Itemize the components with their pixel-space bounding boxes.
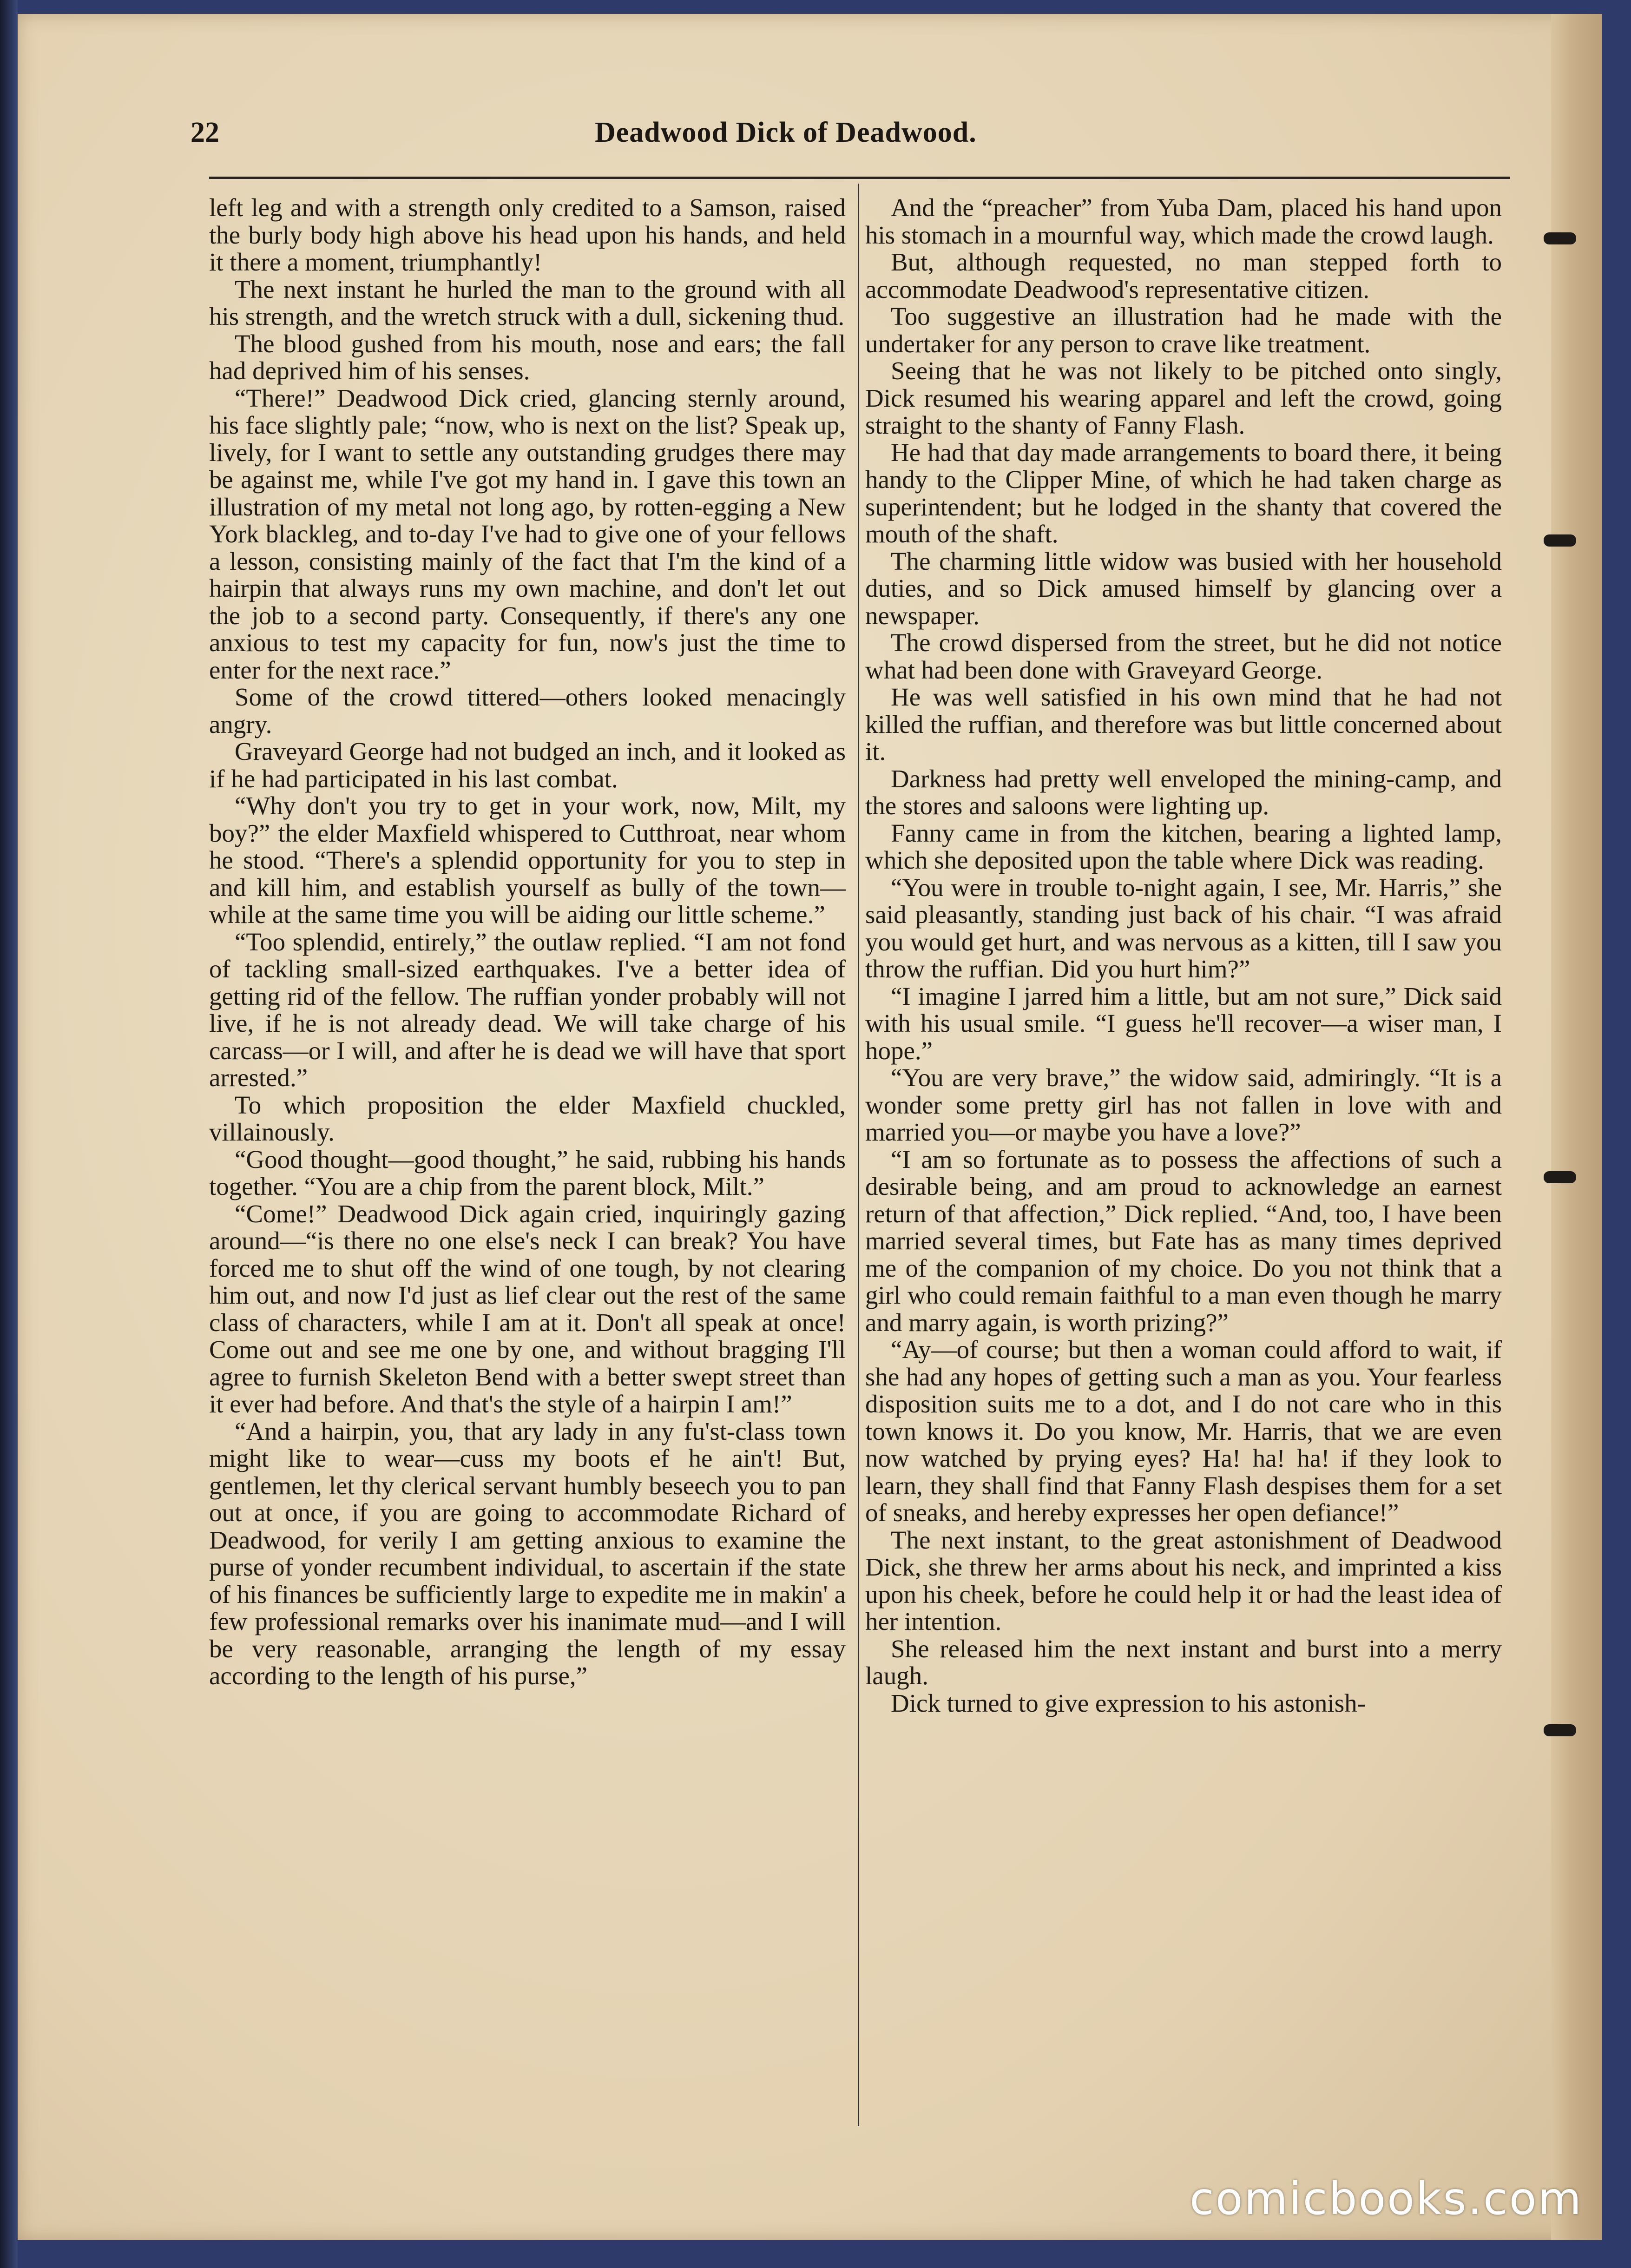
paragraph: “Too splendid, entirely,” the outlaw replied. “I am not fond of tackling small-sized earthquakes. I've a better idea of getting rid of the fellow. The ruffian yonder probably will not live, if he is not already dead. We will take charge of his carcass—or I will, and after he is dead we will have that sport arrested.” [209, 927, 846, 1092]
column-divider [858, 184, 859, 2126]
text-column-right [865, 194, 1502, 2128]
paragraph: “There!” Deadwood Dick cried, glancing sternly around, his face slightly pale; “now, who is next on the list? Speak up, lively, for I want to settle any outstanding grudges there may be against me, while I've got my hand in. I gave this town an illustration of my metal not long ago, by rotten-egging a New York blackleg, and to-day I've had to give one of your fellows a lesson, consisting mainly of the fact that I'm the kind of a hairpin that always runs my own machine, and don't let out the job to a second party. Consequently, if there's any one anxious to test my capacity for fun, now's just the time to enter for the next race.” [209, 383, 846, 684]
scan-edge [0, 0, 18, 2268]
paragraph: He was well satisfied in his own mind that he had not killed the ruffian, and therefore was but little concerned about it. [865, 683, 1502, 765]
paragraph: “Good thought—good thought,” he said, rubbing his hands together. “You are a chip from the parent block, Milt.” [209, 1145, 846, 1200]
binding-stitch [1544, 1724, 1576, 1736]
paragraph: left leg and with a strength only credited to a Samson, raised the burly body high above his head upon his hands, and held it there a moment, triumphantly! [209, 194, 846, 276]
paragraph: “Come!” Deadwood Dick again cried, inquiringly gazing around—“is there no one else's neck I can break? You have forced me to shut off the wind of one tough, by not clearing him out, and now I'd just as lief clear out the rest of the same class of characters, while I am at it. Don't all speak at once! Come out and see me one by one, and without bragging I'll agree to furnish Skeleton Bend with a better swept street than it ever had before. And that's the style of a hairpin I am!” [209, 1199, 846, 1418]
header-rule [209, 177, 1510, 179]
paragraph: “I am so fortunate as to possess the affections of such a desirable being, and am proud to acknowledge an earnest return of that affection,” Dick replied. “And, too, I have been married several times, but Fate has as many times deprived me of the companion of my choice. Do you not think that a girl who could remain faithful to a man even though he marry and marry again, is worth prizing?” [865, 1145, 1502, 1337]
binding-stitch [1544, 1171, 1576, 1183]
paragraph: Seeing that he was not likely to be pitched onto singly, Dick resumed his wearing apparel and left the crowd, going straight to the shanty of Fanny Flash. [865, 356, 1502, 439]
paragraph: “I imagine I jarred him a little, but am not sure,” Dick said with his usual smile. “I guess he'll recover—a wiser man, I hope.” [865, 982, 1502, 1065]
watermark: comicbooks.com [1190, 2173, 1583, 2225]
paragraph: But, although requested, no man stepped forth to accommodate Deadwood's representative citizen. [865, 248, 1502, 303]
paragraph: And the “preacher” from Yuba Dam, placed his hand upon his stomach in a mournful way, which made the crowd laugh. [865, 194, 1502, 249]
paragraph: She released him the next instant and burst into a merry laugh. [865, 1634, 1502, 1690]
page-number: 22 [191, 117, 219, 148]
paragraph: Some of the crowd tittered—others looked menacingly angry. [209, 683, 846, 738]
paragraph: “Why don't you try to get in your work, now, Milt, my boy?” the elder Maxfield whispered to Cutthroat, near whom he stood. “There's a splendid opportunity for you to step in and kill him, and establish yourself as bully of the town—while at the same time you will be aiding our little scheme.” [209, 791, 846, 929]
paragraph: “And a hairpin, you, that ary lady in any fu'st-class town might like to wear—cuss my boots ef he ain't! But, gentlemen, let thy clerical servant humbly beseech you to pan out at once, if you are going to accommodate Richard of Deadwood, for verily I am getting anxious to examine the purse of yonder recumbent individual, to ascertain if the state of his finances be sufficiently large to expedite me in makin' a few professional remarks over his inanimate mud—and I will be very reasonable, arranging the length of my essay according to the length of his purse,” [209, 1417, 846, 1690]
paragraph: Too suggestive an illustration had he made with the undertaker for any person to crave like treatment. [865, 302, 1502, 358]
paragraph: Graveyard George had not budged an inch, and it looked as if he had participated in his last combat. [209, 737, 846, 793]
paragraph: The next instant he hurled the man to the ground with all his strength, and the wretch struck with a dull, sickening thud. [209, 275, 846, 330]
paragraph: “You are very brave,” the widow said, admiringly. “It is a wonder some pretty girl has not fallen in love with and married you—or maybe you have a love?” [865, 1063, 1502, 1146]
paragraph: The next instant, to the great astonishment of Deadwood Dick, she threw her arms about his neck, and imprinted a kiss upon his cheek, before he could help it or had the least idea of her intention. [865, 1525, 1502, 1635]
binding-stitch [1544, 232, 1576, 244]
paragraph: The crowd dispersed from the street, but he did not notice what had been done with Graveyard George. [865, 628, 1502, 684]
paragraph: Fanny came in from the kitchen, bearing a lighted lamp, which she deposited upon the table where Dick was reading. [865, 818, 1502, 874]
paragraph: He had that day made arrangements to board there, it being handy to the Clipper Mine, of which he had taken charge as superintendent; but he lodged in the shanty that covered the mouth of the shaft. [865, 438, 1502, 548]
paragraph: Dick turned to give expression to his astonish- [891, 1688, 1366, 1717]
paragraph: Darkness had pretty well enveloped the mining-camp, and the stores and saloons were lighting up. [865, 764, 1502, 820]
paragraph: “Ay—of course; but then a woman could afford to wait, if she had any hopes of getting such a man as you. Your fearless disposition suits me to a dot, and I do not care who in this town knows it. Do you know, Mr. Harris, that we are even now watched by prying eyes? Ha! ha! ha! if they look to learn, they shall find that Fanny Flash despises them for a set of sneaks, and hereby expresses her open defiance!” [865, 1335, 1502, 1527]
page-spine [1551, 14, 1602, 2240]
paragraph: “You were in trouble to-night again, I see, Mr. Harris,” she said pleasantly, standing just back of his chair. “I was afraid you would get hurt, and was nervous as a kitten, till I saw you throw the ruffian. Did you hurt him?” [865, 873, 1502, 983]
paragraph: The charming little widow was busied with her household duties, and so Dick amused himself by glancing over a newspaper. [865, 547, 1502, 630]
binding-stitch [1544, 534, 1576, 547]
running-title: Deadwood Dick of Deadwood. [595, 117, 977, 148]
paragraph: The blood gushed from his mouth, nose and ears; the fall had deprived him of his senses. [209, 329, 846, 385]
page-header [191, 116, 1506, 172]
paragraph: To which proposition the elder Maxfield chuckled, villainously. [209, 1090, 846, 1146]
text-column-left [209, 194, 846, 2128]
